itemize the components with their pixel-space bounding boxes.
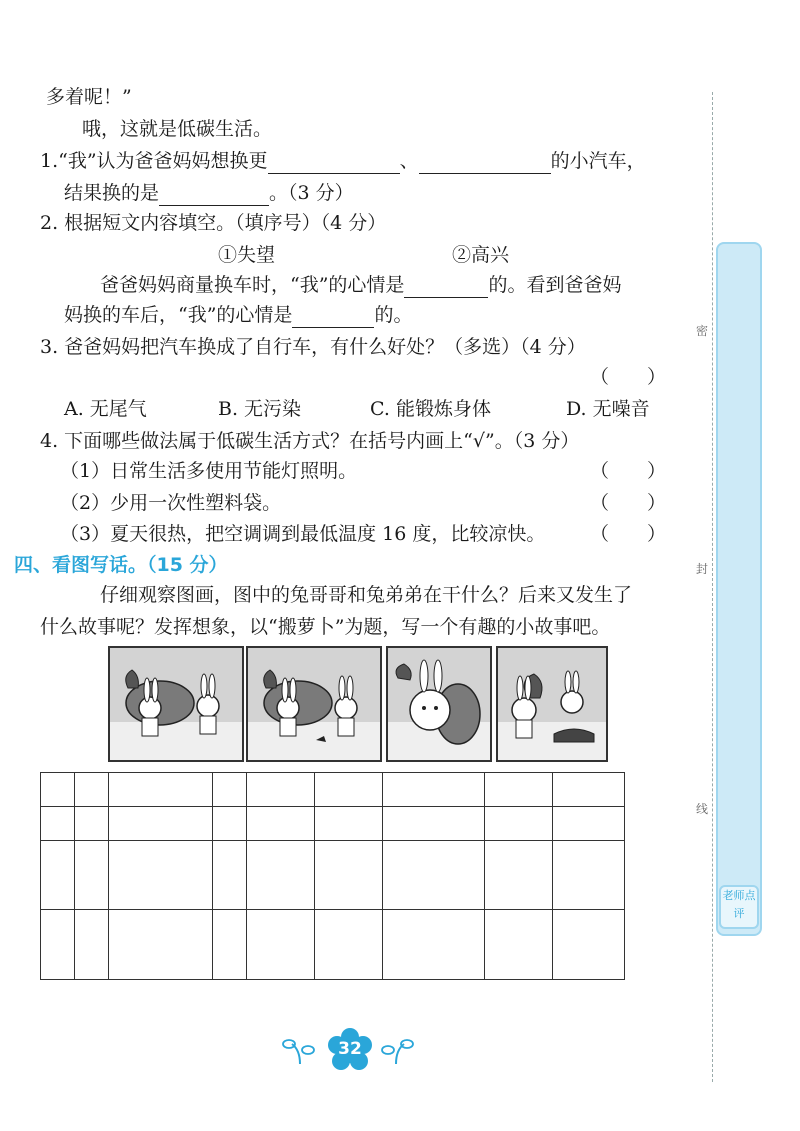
answer-blank[interactable] [159, 185, 269, 206]
grid-cell[interactable] [553, 841, 625, 910]
grid-cell[interactable] [485, 773, 553, 807]
q1-text: 1.“我”认为爸爸妈妈想换更 [40, 150, 268, 172]
binding-line [712, 92, 713, 1082]
grid-cell[interactable] [213, 807, 247, 841]
answer-parentheses[interactable]: （ ） [590, 366, 667, 388]
grid-cell[interactable] [315, 807, 383, 841]
grid-cell[interactable] [247, 807, 315, 841]
grid-cell[interactable] [315, 841, 383, 910]
q2-option: ②高兴 [452, 244, 510, 266]
comic-panel-2 [246, 646, 382, 762]
q4-item: （2）少用一次性塑料袋。 [60, 492, 282, 514]
q4-item: （1）日常生活多使用节能灯照明。 [60, 460, 358, 482]
q2-line [100, 272, 621, 298]
teacher-comment-tab [716, 242, 762, 936]
grid-cell[interactable] [75, 773, 109, 807]
sprout-right-icon [376, 1030, 416, 1070]
writing-prompt: 仔细观察图画，图中的兔哥哥和兔弟弟在干什么？后来又发生了 [100, 584, 633, 606]
grid-cell[interactable] [383, 807, 485, 841]
q2-text: 的。看到爸爸妈 [488, 274, 622, 296]
grid-cell[interactable] [383, 773, 485, 807]
comic-panel-3 [386, 646, 492, 762]
grid-cell[interactable] [553, 807, 625, 841]
q3-option-c: C. 能锻炼身体 [370, 398, 491, 420]
answer-blank[interactable] [404, 277, 488, 298]
grid-row [41, 807, 625, 841]
passage-line: 多着呢！” [46, 86, 132, 108]
page-number: 32 [338, 1039, 362, 1059]
grid-cell[interactable] [485, 807, 553, 841]
q2-line [64, 302, 412, 328]
grid-cell[interactable] [109, 910, 213, 980]
binding-label: 封 [696, 562, 709, 576]
grid-cell[interactable] [383, 910, 485, 980]
grid-cell[interactable] [553, 910, 625, 980]
question-4-stem: 4. 下面哪些做法属于低碳生活方式？在括号内画上“√”。（3 分） [40, 430, 580, 452]
grid-row [41, 773, 625, 807]
grid-cell[interactable] [41, 773, 75, 807]
q3-option-d: D. 无噪音 [566, 398, 650, 420]
grid-cell[interactable] [109, 807, 213, 841]
question-3-stem: 3. 爸爸妈妈把汽车换成了自行车，有什么好处？（多选）（4 分） [40, 336, 586, 358]
grid-cell[interactable] [553, 773, 625, 807]
grid-cell[interactable] [109, 773, 213, 807]
writing-prompt: 什么故事呢？发挥想象，以“搬萝卜”为题，写一个有趣的小故事吧。 [40, 616, 611, 638]
section-title: 四、看图写话。（15 分） [14, 554, 228, 576]
q2-option: ①失望 [218, 244, 276, 266]
grid-cell[interactable] [383, 841, 485, 910]
grid-cell[interactable] [247, 773, 315, 807]
answer-parentheses[interactable]: （ ） [590, 523, 667, 545]
rabbits-carrying-radish-image [248, 648, 380, 760]
question-1-cont [64, 180, 354, 206]
grid-cell[interactable] [213, 773, 247, 807]
q3-option-b: B. 无污染 [218, 398, 302, 420]
grid-cell[interactable] [247, 841, 315, 910]
q4-item: （3）夏天很热，把空调调到最低温度 16 度，比较凉快。 [60, 523, 546, 545]
question-1 [40, 148, 646, 174]
writing-grid[interactable] [40, 772, 625, 980]
answer-blank[interactable] [292, 307, 374, 328]
grid-cell[interactable] [247, 910, 315, 980]
grid-cell[interactable] [109, 841, 213, 910]
grid-cell[interactable] [75, 910, 109, 980]
grid-row [41, 841, 625, 910]
grid-cell[interactable] [75, 841, 109, 910]
grid-cell[interactable] [213, 910, 247, 980]
rabbits-fallen-image [498, 648, 606, 760]
grid-cell[interactable] [41, 841, 75, 910]
comic-panel-4 [496, 646, 608, 762]
passage-line: 哦，这就是低碳生活。 [82, 118, 273, 140]
rabbits-carrying-radish-image [110, 648, 242, 760]
answer-blank[interactable] [419, 153, 551, 174]
q1-text: 结果换的是 [64, 182, 160, 204]
grid-cell[interactable] [41, 910, 75, 980]
grid-row [41, 910, 625, 980]
binding-label: 密 [696, 324, 709, 338]
answer-parentheses[interactable]: （ ） [590, 460, 667, 482]
q1-sep: 、 [399, 150, 419, 172]
rabbit-close-up-image [388, 648, 490, 760]
grid-cell[interactable] [315, 910, 383, 980]
comic-panel-1 [108, 646, 244, 762]
q3-option-a: A. 无尾气 [64, 398, 147, 420]
q2-text: 的。 [374, 304, 413, 326]
grid-cell[interactable] [485, 910, 553, 980]
answer-parentheses[interactable]: （ ） [590, 492, 667, 514]
grid-cell[interactable] [315, 773, 383, 807]
question-2-stem: 2. 根据短文内容填空。（填序号）（4 分） [40, 212, 387, 234]
q1-text: 。（3 分） [269, 182, 354, 204]
grid-cell[interactable] [41, 807, 75, 841]
grid-cell[interactable] [213, 841, 247, 910]
teacher-comment-label: 老师点评 [719, 885, 759, 929]
answer-blank[interactable] [268, 153, 400, 174]
binding-label: 线 [696, 802, 709, 816]
q1-text: 的小汽车， [550, 150, 646, 172]
q2-text: 爸爸妈妈商量换车时，“我”的心情是 [100, 274, 405, 296]
grid-cell[interactable] [75, 807, 109, 841]
grid-cell[interactable] [485, 841, 553, 910]
q2-text: 妈换的车后，“我”的心情是 [64, 304, 293, 326]
sprout-left-icon [280, 1030, 320, 1070]
